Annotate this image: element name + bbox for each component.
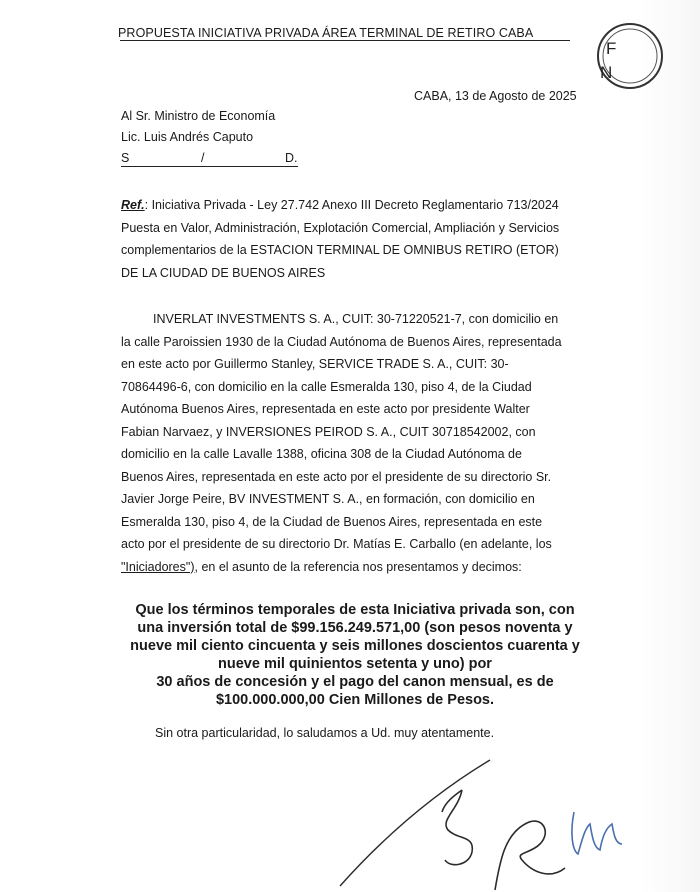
- body-line: acto por el presidente de su directorio Dr. Matías E. Carballo (en adelante, los: [121, 537, 552, 551]
- body-line: Buenos Aires, representada en este acto por el presidente de su directorio Sr.: [121, 469, 552, 484]
- letter-date: CABA, 13 de Agosto de 2025: [414, 89, 577, 103]
- body-line: Javier Jorge Peire, BV INVESTMENT S. A., en formación, con domicilio en: [121, 492, 535, 506]
- body-line: 70864496-6, con domicilio en la calle Esmeralda 130, piso 4, de la Ciudad: [121, 379, 532, 394]
- body-line: en este acto por Guillermo Stanley, SERVICE TRADE S. A., CUIT: 30-: [121, 357, 509, 371]
- signature-stroke-blue: [572, 812, 622, 854]
- body-line: Autónoma Buenos Aires, representada en este acto por presidente Walter: [121, 402, 530, 416]
- body-line-last: "Iniciadores"), en el asunto de la referencia nos presentamos y decimos:: [121, 559, 522, 574]
- seal-letter-top: F: [606, 39, 617, 58]
- body-line: INVERLAT INVESTMENTS S. A., CUIT: 30-71220521-7, con domicilio en: [153, 312, 559, 326]
- sd-s: S: [121, 151, 130, 165]
- sd-underline: [121, 166, 298, 167]
- reference-line-3: complementarios de la ESTACION TERMINAL DE OMNIBUS RETIRO (ETOR): [121, 243, 559, 257]
- addressee-title: Al Sr. Ministro de Economía: [121, 109, 276, 123]
- reference-label: Ref.: [121, 198, 145, 212]
- proposal-line: Que los términos temporales de esta Iniciativa privada son, con: [135, 602, 575, 618]
- iniciadores-term: "Iniciadores"): [121, 559, 195, 574]
- proposal-terms: [110, 601, 600, 709]
- signature-stroke-2: [442, 790, 472, 865]
- header-rule: [120, 40, 570, 41]
- closing-salutation: Sin otra particularidad, lo saludamos a Ud. muy atentamente.: [155, 726, 495, 740]
- reference-paragraph: [121, 194, 586, 284]
- document-header-title: PROPUESTA INICIATIVA PRIVADA ÁREA TERMINAL DE RETIRO CABA: [118, 26, 534, 40]
- addressee-name: Lic. Luis Andrés Caputo: [121, 130, 254, 144]
- handwritten-signatures-icon: [330, 740, 700, 892]
- proposal-line: nueve mil quinientos setenta y uno) por: [218, 656, 492, 672]
- sd-slash: /: [201, 151, 205, 165]
- body-line: domicilio en la calle Lavalle 1388, oficina 308 de la Ciudad Autónoma de: [121, 447, 522, 461]
- proposal-line: nueve mil ciento cincuenta y seis millones doscientos cuarenta y: [130, 638, 580, 654]
- body-line: la calle Paroissien 1930 de la Ciudad Autónoma de Buenos Aires, representada: [121, 334, 562, 349]
- stamp-seal-icon: [588, 20, 658, 90]
- reference-line-2: Puesta en Valor, Administración, Explotación Comercial, Ampliación y Servicios: [121, 220, 560, 235]
- seal-letter-bottom: N: [600, 63, 613, 82]
- proposal-line: 30 años de concesión y el pago del canon mensual, es de: [156, 674, 554, 690]
- reference-line-1: Ref.: Iniciativa Privada - Ley 27.742 Anexo III Decreto Reglamentario 713/2024: [121, 198, 559, 212]
- signature-stroke-1: [340, 760, 490, 886]
- reference-line-4: DE LA CIUDAD DE BUENOS AIRES: [121, 265, 326, 280]
- body-paragraph: [121, 308, 586, 578]
- sd-d: D.: [285, 151, 298, 165]
- body-line: Esmeralda 130, piso 4, de la Ciudad de Buenos Aires, representada en este: [121, 514, 543, 529]
- proposal-line: una inversión total de $99.156.249.571,00 (son pesos noventa y: [137, 620, 573, 636]
- signature-stroke-3: [495, 821, 565, 890]
- body-line: Fabian Narvaez, y INVERSIONES PEIROD S. A., CUIT 30718542002, con: [121, 424, 536, 439]
- proposal-line: $100.000.000,00 Cien Millones de Pesos.: [215, 692, 495, 708]
